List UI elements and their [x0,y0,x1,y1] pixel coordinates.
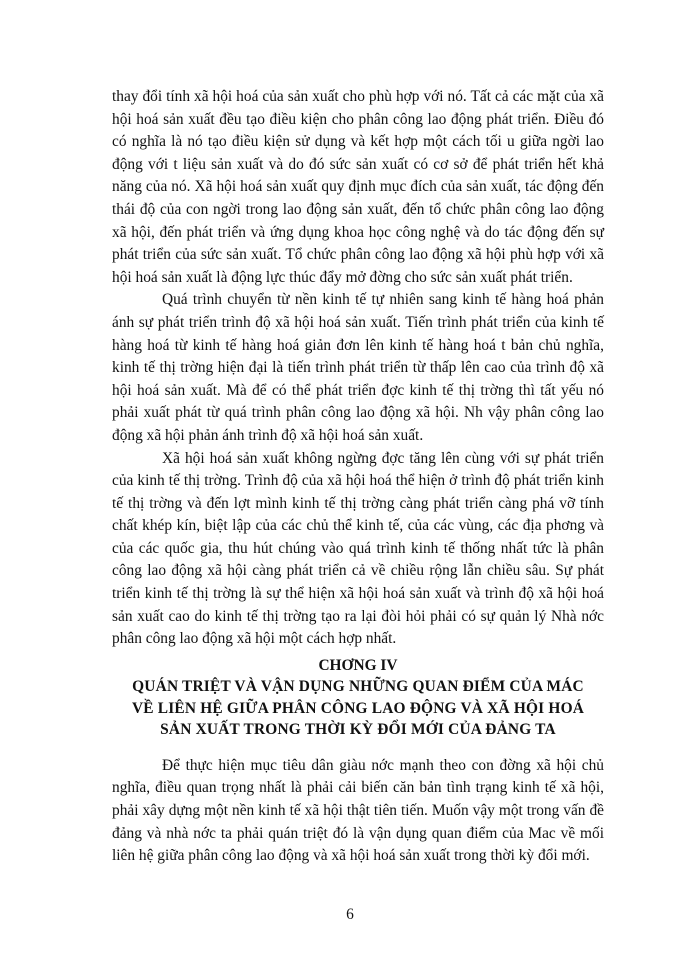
chapter-label: CHƠNG IV [318,656,398,674]
document-page [112,86,604,868]
paragraph-continuation: thay đổi tính xã hội hoá của sản xuất cho phù hợp với nó. Tất cả các mặt của xã hội hoá sản xuất đều tạo điều kiện cho phân công lao động phát triển. Điều đó có nghĩa là nó tạo điều kiện sử dụng và kết hợp một cách tối u giữa ngời lao động với t liệu sản xuất và do đó sức sản xuất có cơ sở để phát triển hết khả năng của nó. Xã hội hoá sản xuất quy định mục đích của sản xuất, tác động đến thái độ của con ngời trong lao động sản xuất, đến tổ chức phân công lao động xã hội, đến phát triển và ứng dụng khoa học công nghệ và do tác động đến sự phát triển của sức sản xuất. Tổ chức phân công lao động xã hội phù hợp với xã hội hoá sản xuất là động lực thúc đẩy mở đờng cho sức sản xuất phát triển. [112,88,604,286]
chapter-heading [112,655,604,741]
chapter-title-line: VỀ LIÊN HỆ GIỮA PHÂN CÔNG LAO ĐỘNG VÀ XÃ HỘI HOÁ [131,699,585,717]
paragraph-market-transition: Quá trình chuyển từ nền kinh tế tự nhiên sang kinh tế hàng hoá phản ánh sự phát triển trình độ xã hội hoá sản xuất. Tiến trình phát triển của kinh tế hàng hoá từ kinh tế hàng hoá giản đơn lên kinh tế hàng hoá t bản chủ nghĩa, kinh tế thị trờng hiện đại là tiến trình phát triển từ thấp lên cao của trình độ xã hội hoá sản xuất. Mà để có thể phát triển đợc kinh tế thị trờng thì tất yếu nó phải xuất phát từ quá trình phân công lao động xã hội. Nh vậy phân công lao động xã hội phản ánh trình độ xã hội hoá sản xuất. [112,291,604,444]
chapter-title-line: QUÁN TRIỆT VÀ VẬN DỤNG NHỮNG QUAN ĐIỂM CỦA MÁC [132,678,584,696]
page-number: 6 [346,906,354,923]
paragraph-chapter-intro: Để thực hiện mục tiêu dân giàu nớc mạnh theo con đờng xã hội chủ nghĩa, điều quan trọng nhất là phải cải biến căn bản tình trạng kinh tế xã hội, phải xây dựng một nền kinh tế xã hội thật tiên tiến. Muốn vậy một trong vấn đề đảng và nhà nớc ta phải quán triệt đó là vận dụng quan điểm của Mac về mối liên hệ giữa phân công lao động và xã hội hoá sản xuất trong thời kỳ đổi mới. [112,756,604,865]
chapter-title-line: SẢN XUẤT TRONG THỜI KỲ ĐỔI MỚI CỦA ĐẢNG TA [160,721,556,739]
paragraph-socialization: Xã hội hoá sản xuất không ngừng đợc tăng lên cùng với sự phát triển của kinh tế thị trờng. Trình độ của xã hội hoá thể hiện ở trình độ phát triển kinh tế thị trờng và đến lợt mình kinh tế thị trờng càng phát triển càng phá vỡ tính chất khép kín, biệt lập của các chủ thể kinh tế, của các vùng, các địa phơng và của các quốc gia, thu hút chúng vào quá trình kinh tế thống nhất tức là phân công lao động xã hội càng phát triển cả về chiều rộng lẫn chiều sâu. Sự phát triển kinh tế thị trờng là sự thể hiện xã hội hoá sản xuất và trình độ xã hội hoá sản xuất cao do kinh tế thị trờng tạo ra lại đòi hỏi phải có sự quản lý Nhà nớc phân công lao động xã hội một cách hợp nhất. [112,449,604,648]
